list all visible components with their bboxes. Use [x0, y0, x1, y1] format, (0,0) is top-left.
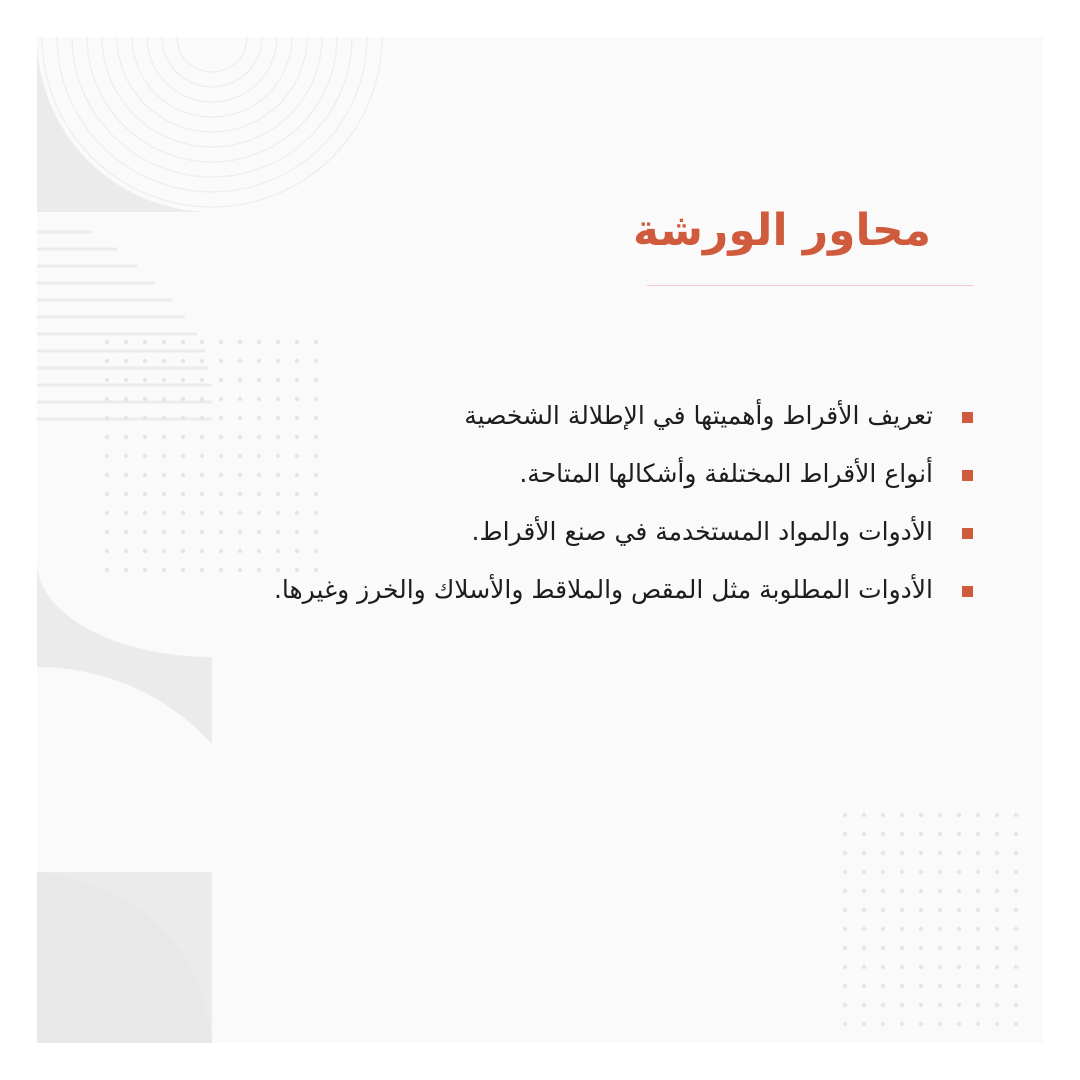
- middle-left-shape: [37, 562, 212, 667]
- title-divider: [647, 285, 973, 286]
- list-item-text: تعريف الأقراط وأهميتها في الإطلالة الشخصية: [464, 401, 933, 430]
- list-item-text: الأدوات والمواد المستخدمة في صنع الأقراط.: [471, 517, 933, 546]
- square-bullet-icon: [962, 586, 973, 597]
- workshop-points-list: [253, 387, 973, 619]
- dot-grid-right: [843, 813, 1018, 1026]
- square-bullet-icon: [962, 528, 973, 539]
- list-item: [253, 503, 973, 561]
- list-item-text: الأدوات المطلوبة مثل المقص والملاقط والأسلاك والخرز وغيرها.: [273, 575, 933, 604]
- square-bullet-icon: [962, 470, 973, 481]
- slide-canvas: [37, 37, 1043, 1043]
- list-item-text: أنواع الأقراط المختلفة وأشكالها المتاحة.: [519, 459, 933, 488]
- list-item: [253, 561, 973, 619]
- stripes-pattern: [37, 232, 212, 419]
- list-item: [253, 387, 973, 445]
- square-bullet-icon: [962, 412, 973, 423]
- list-item: [253, 445, 973, 503]
- page-title: محاور الورشة: [633, 205, 931, 256]
